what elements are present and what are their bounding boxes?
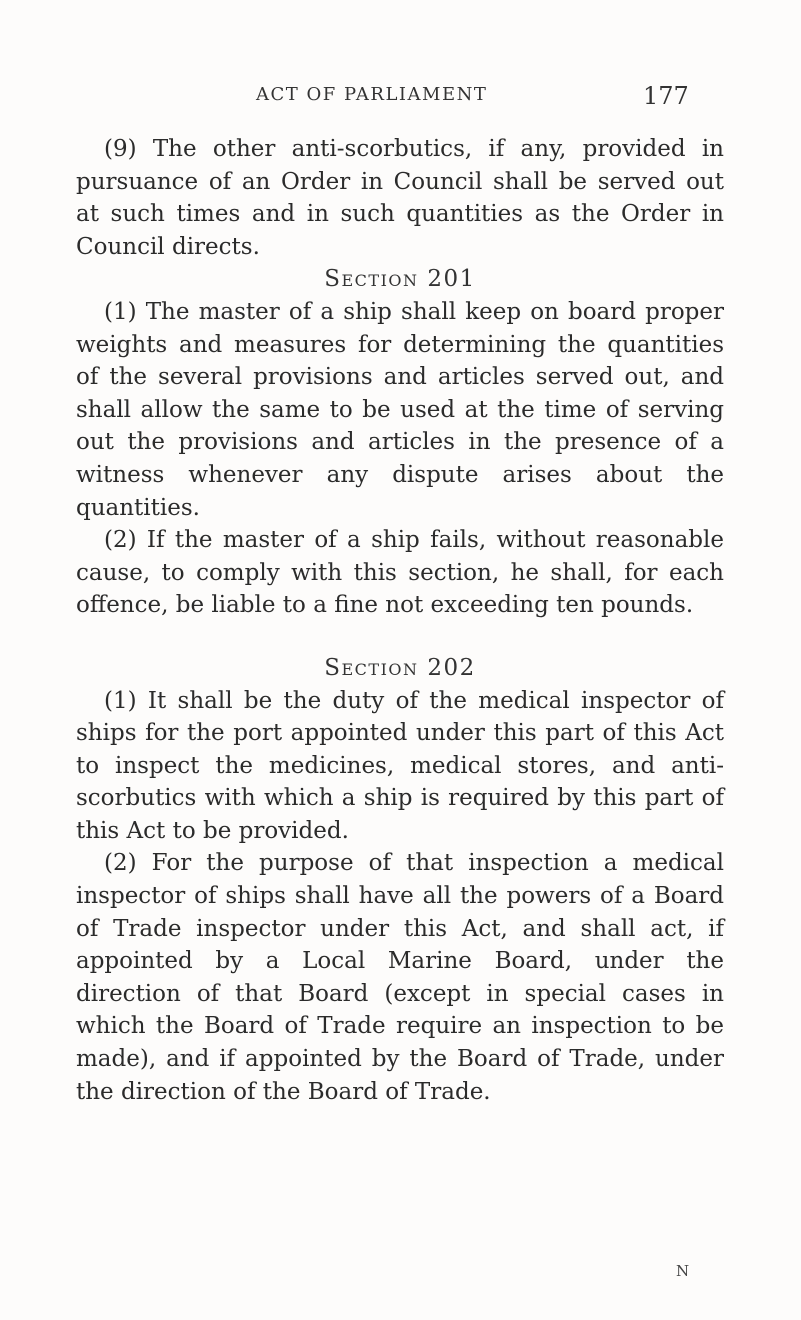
section-heading-201: Section 201 (324, 266, 476, 293)
running-title: ACT OF PARLIAMENT (256, 84, 488, 105)
paragraph-201-1: (1) The master of a ship shall keep on board proper weights and measures for determining the quantities of the several provisions and articles served out, and shall allow the same to be used at the time of serving out the provisions and articles in the presence of a witness whenever any dispute arises about the quantities. (76, 298, 724, 521)
running-head (0, 84, 801, 112)
page-number: 177 (643, 82, 689, 110)
body-text (76, 133, 724, 1108)
paragraph-9: (9) The other anti-scorbutics, if any, provided in pursuance of an Order in Council shall be served out at such times and in such quantities as the Order in Council directs. (76, 136, 724, 260)
signature-mark: N (676, 1262, 690, 1280)
paragraph-202-1: (1) It shall be the duty of the medical inspector of ships for the port appointed under this part of this Act to inspect the medicines, medical stores, and anti-scorbutics with which a ship is required by this part of this Act to be provided. (76, 687, 724, 844)
paragraph-201-2: (2) If the master of a ship fails, without reasonable cause, to comply with this section, he shall, for each offence, be liable to a fine not exceeding ten pounds. (76, 527, 724, 619)
section-heading-202: Section 202 (324, 654, 476, 681)
paragraph-202-2: (2) For the purpose of that inspection a medical inspector of ships shall have all the powers of a Board of Trade inspector under this Act, and shall act, if appointed by a Local Marine Board, under the direction of that Board (except in special cases in which the Board of Trade require an inspection to be made), and if appointed by the Board of Trade, under the direction of the Board of Trade. (76, 850, 724, 1105)
